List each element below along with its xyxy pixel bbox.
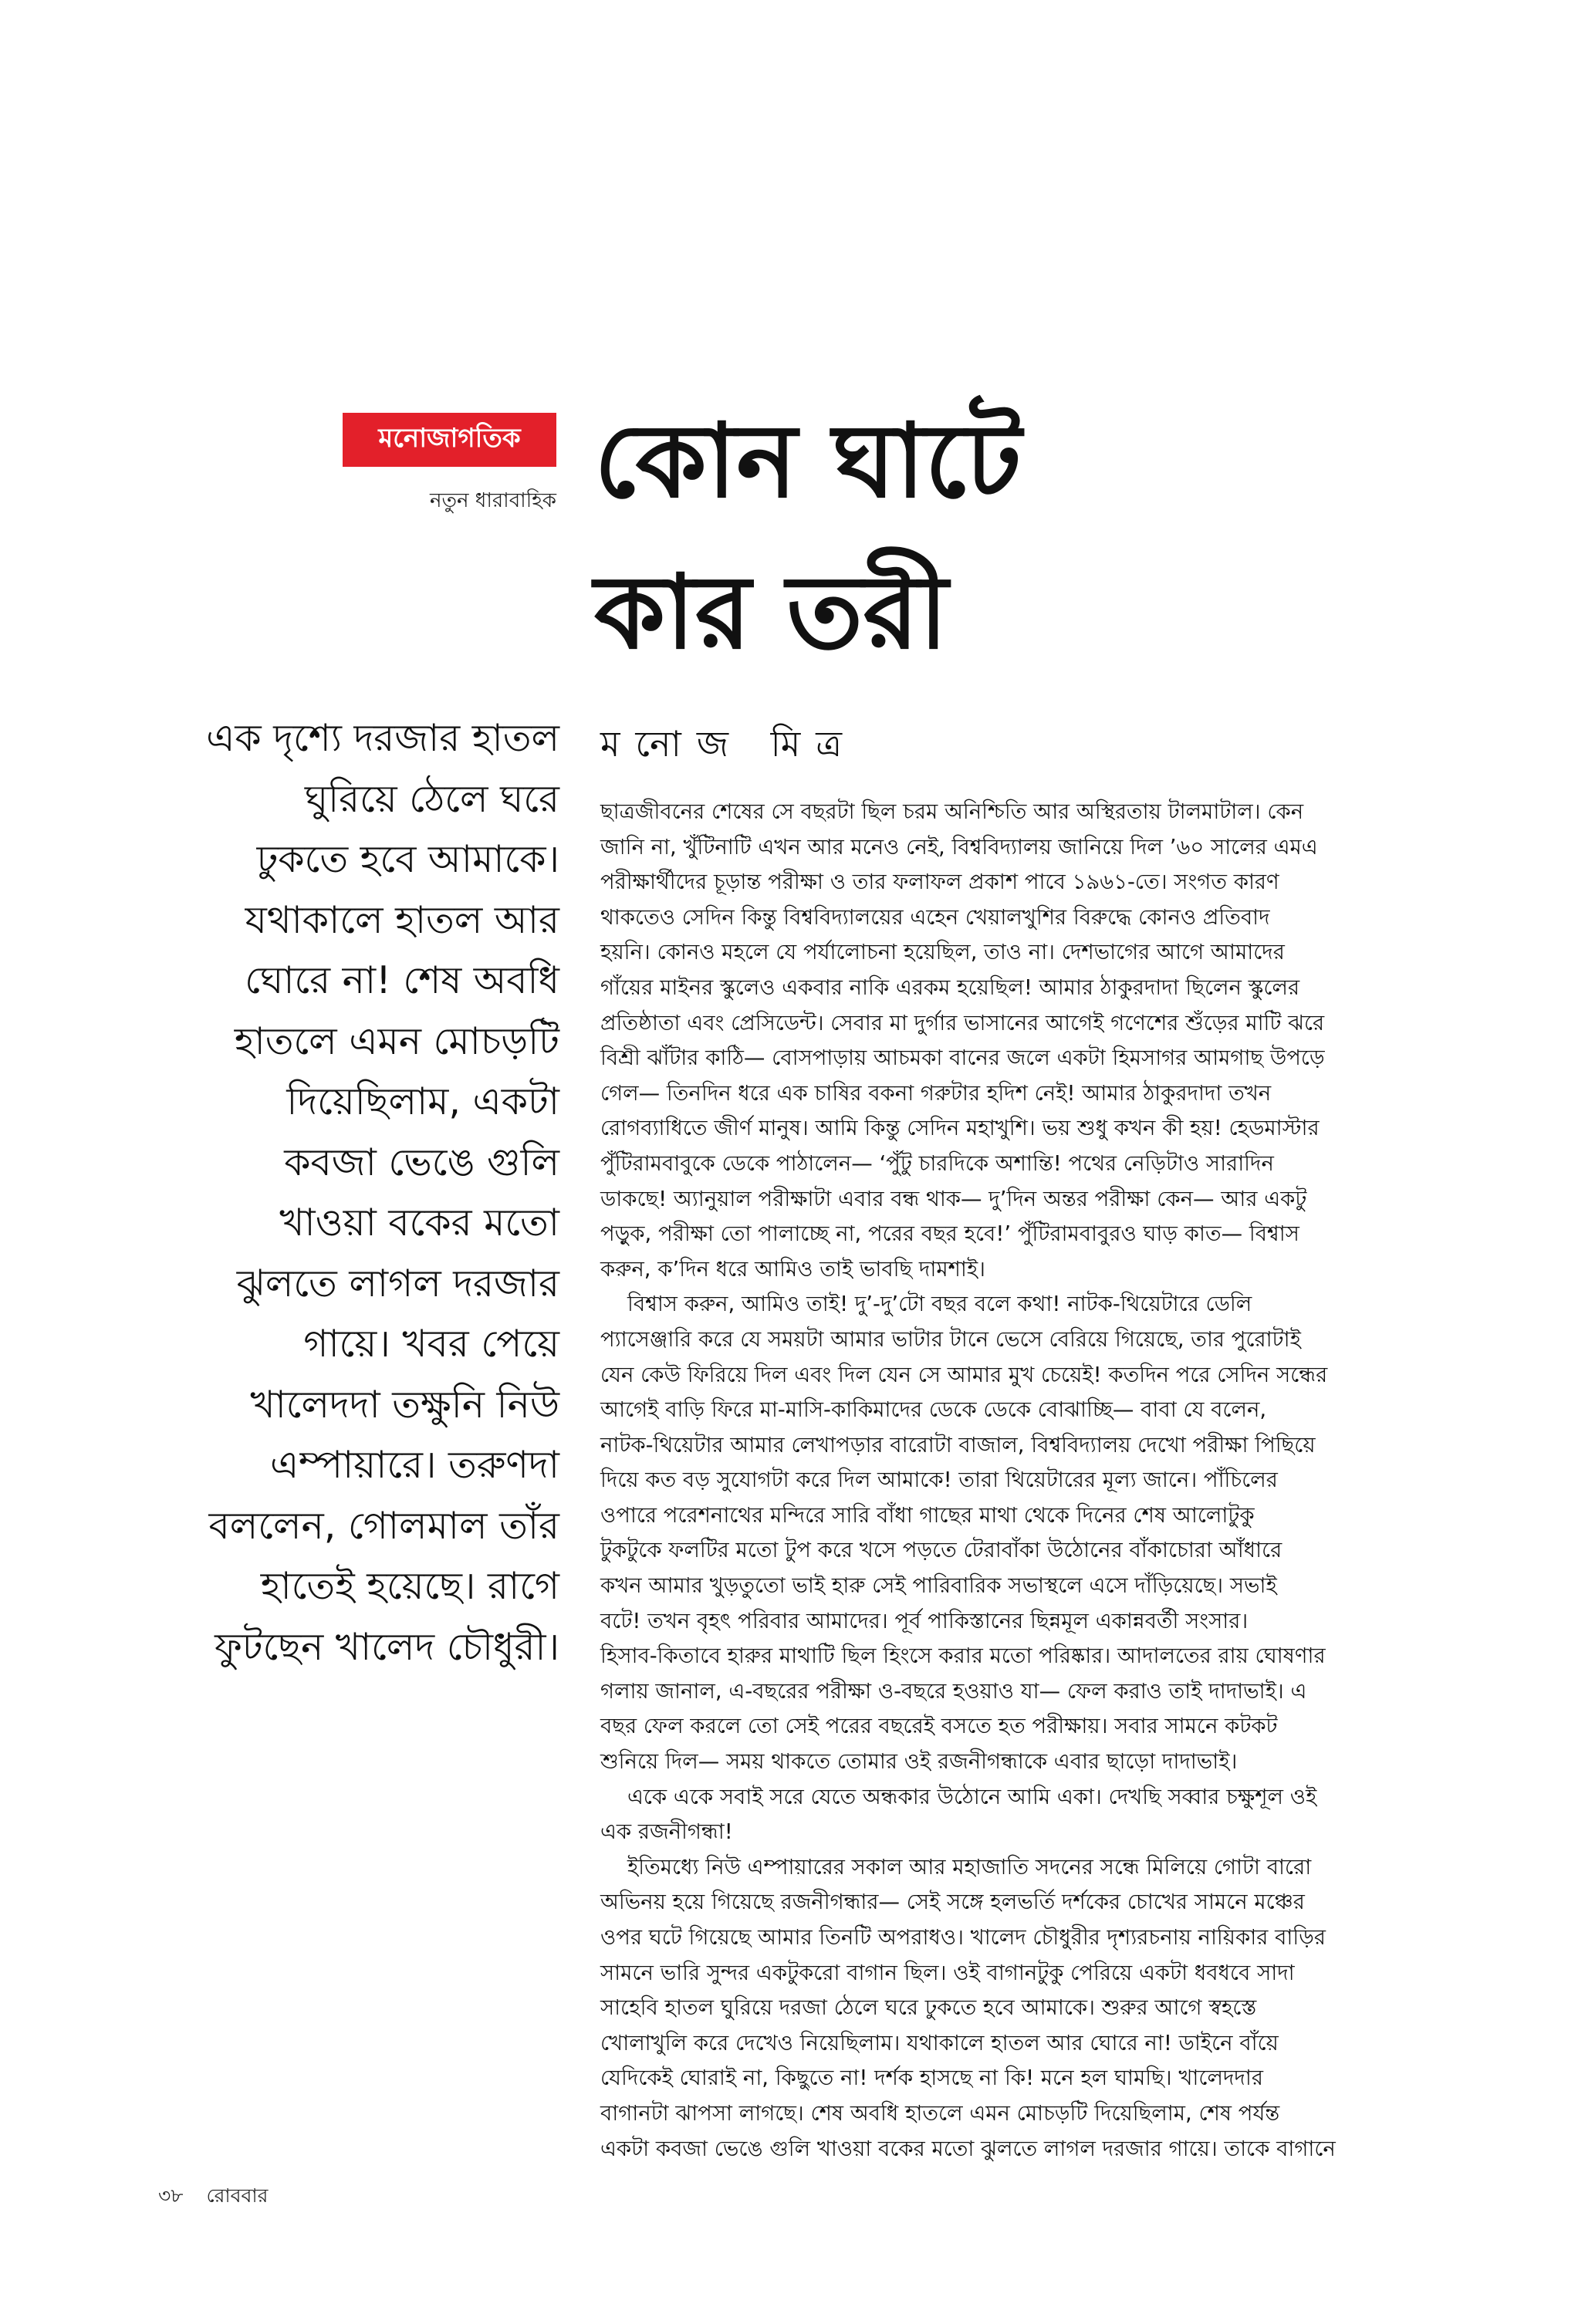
pull-quote-line: যথাকালে হাতল আর — [245, 897, 559, 942]
body-line: পরীক্ষার্থীদের চূড়ান্ত পরীক্ষা ও তার ফলাফল প্রকাশ পাবে ১৯৬১-তে। সংগত কারণ — [600, 870, 1279, 895]
body-line: আগেই বাড়ি ফিরে মা-মাসি-কাকিমাদের ডেকে ডেকে বোঝাচ্ছি— বাবা যে বলেন, — [600, 1397, 1267, 1423]
body-line: সামনে ভারি সুন্দর একটুকরো বাগান ছিল। ওই বাগানটুকু পেরিয়ে একটা ধবধবে সাদা — [600, 1960, 1295, 1985]
pull-quote-line: হাতেই হয়েছে। রাগে — [260, 1564, 559, 1608]
body-line: হয়নি। কোনও মহলে যে পর্যালোচনা হয়েছিল, তাও না। দেশভাগের আগে আমাদের — [600, 940, 1285, 965]
body-line: এক রজনীগন্ধা! — [600, 1819, 733, 1845]
pull-quote-line: দিয়েছিলাম, একটা — [286, 1079, 559, 1123]
pull-quote-line: কবজা ভেঙে গুলি — [284, 1140, 559, 1184]
body-line: বিশ্রী ঝাঁটার কাঠি— বোসপাড়ায় আচমকা বানের জলে একটা হিমসাগর আমগাছ উপড়ে — [600, 1045, 1325, 1071]
body-line: গেল— তিনদিন ধরে এক চাষির বকনা গরুটার হদিশ নেই! আমার ঠাকুরদাদা তখন — [600, 1080, 1272, 1106]
title-line-2: কার তরী — [594, 553, 948, 672]
article-body — [600, 795, 1445, 2167]
body-line: বছর ফেল করলে তো সেই পরের বছরেই বসতে হত পরীক্ষায়। সবার সামনে কটকট — [600, 1714, 1278, 1739]
pull-quote-line: হাতলে এমন মোচড়টি — [234, 1018, 559, 1063]
pull-quote-line: ঢুকতে হবে আমাকে। — [256, 837, 559, 881]
body-line: যেদিকেই ঘোরাই না, কিছুতে না! দর্শক হাসছে না কি! মনে হল ঘামছি। খালেদদার — [600, 2066, 1263, 2091]
section-label-badge — [343, 413, 556, 467]
body-line: টুকটুকে ফলটির মতো টুপ করে খসে পড়তে টেরাবাঁকা উঠোনের বাঁকাচোরা আঁধারে — [600, 1538, 1282, 1563]
body-line: পুঁটিরামবাবুকে ডেকে পাঠালেন— ‘পুঁটু চারদিকে অশান্তি! পথের নেড়িটাও সারাদিন — [600, 1150, 1274, 1176]
body-line: ডাকছে! অ্যানুয়াল পরীক্ষাটা এবার বন্ধ থাক— দু’দিন অন্তর পরীক্ষা কেন— আর একটু — [600, 1186, 1307, 1211]
body-line: ওপর ঘটে গিয়েছে আমার তিনটি অপরাধও। খালেদ চৌধুরীর দৃশ্যরচনায় নায়িকার বাড়ির — [600, 1925, 1326, 1950]
pull-quote-line: ঘুরিয়ে ঠেলে ঘরে — [304, 776, 559, 821]
body-line: হিসাব-কিতাবে হারুর মাথাটি ছিল হিংসে করার মতো পরিষ্কার। আদালতের রায় ঘোষণার — [600, 1643, 1326, 1669]
body-line: খোলাখুলি করে দেখেও নিয়েছিলাম। যথাকালে হাতল আর ঘোরে না! ডাইনে বাঁয়ে — [600, 2030, 1279, 2055]
body-line: যেন কেউ ফিরিয়ে দিল এবং দিল যেন সে আমার মুখ চেয়েই! কতদিন পরে সেদিন সন্ধের — [600, 1362, 1328, 1387]
page-footer — [158, 2180, 285, 2214]
pull-quote-line: ঝুলতে লাগল দরজার — [236, 1261, 559, 1306]
body-line: ইতিমধ্যে নিউ এম্পায়ারের সকাল আর মহাজাতি সদনের সন্ধে মিলিয়ে গোটা বারো — [600, 1854, 1312, 1880]
body-line: বিশ্বাস করুন, আমিও তাই! দু’-দু’টো বছর বলে কথা! নাটক-থিয়েটারে ডেলি — [600, 1292, 1252, 1317]
body-line: দিয়ে কত বড় সুযোগটা করে দিল আমাকে! তারা থিয়েটারের মূল্য জানে। পাঁচিলের — [600, 1468, 1278, 1493]
body-line: শুনিয়ে দিল— সময় থাকতে তোমার ওই রজনীগন্ধাকে এবার ছাড়ো দাদাভাই। — [600, 1749, 1238, 1775]
pull-quote-line: এক দৃশ্যে দরজার হাতল — [206, 716, 559, 760]
series-label: নতুন ধারাবাহিক — [429, 489, 556, 512]
pull-quote — [131, 708, 559, 1677]
body-line: বটে! তখন বৃহৎ পরিবার আমাদের। পূর্ব পাকিস্তানের ছিন্নমূল একান্নবর্তী সংসার। — [600, 1608, 1249, 1633]
body-line: কখন আমার খুড়তুতো ভাই হারু সেই পারিবারিক সভাস্থলে এসে দাঁড়িয়েছে। সভাই — [600, 1573, 1277, 1599]
body-line: ছাত্রজীবনের শেষের সে বছরটা ছিল চরম অনিশ্চিতি আর অস্থিরতায় টালমাটাল। কেন — [600, 799, 1304, 824]
body-line: প্রতিষ্ঠাতা এবং প্রেসিডেন্ট। সেবার মা দুর্গার ভাসানের আগেই গণেশের শুঁড়ের মাটি ঝরে — [600, 1010, 1325, 1035]
pull-quote-line: বললেন, গোলমাল তাঁর — [208, 1503, 559, 1548]
body-line: একটা কবজা ভেঙে গুলি খাওয়া বকের মতো ঝুলতে লাগল দরজার গায়ে। তাকে বাগানে — [600, 2136, 1336, 2161]
body-line: ওপারে পরেশনাথের মন্দিরে সারি বাঁধা গাছের মাথা থেকে দিনের শেষ আলোটুকু — [600, 1502, 1255, 1528]
body-line: রোগব্যাধিতে জীর্ণ মানুষ। আমি কিন্তু সেদিন মহাখুশি। ভয় শুধু কখন কী হয়! হেডমাস্টার — [600, 1116, 1320, 1141]
pull-quote-line: গায়ে। খবর পেয়ে — [303, 1322, 559, 1366]
pull-quote-line: খালেদদা তক্ষুনি নিউ — [250, 1382, 559, 1427]
body-line: পড়ুক, পরীক্ষা তো পালাচ্ছে না, পরের বছর হবে!’ পুঁটিরামবাবুরও ঘাড় কাত— বিশ্বাস — [600, 1221, 1299, 1247]
body-line: সাহেবি হাতল ঘুরিয়ে দরজা ঠেলে ঘরে ঢুকতে হবে আমাকে। শুরুর আগে স্বহস্তে — [600, 1995, 1257, 2021]
pull-quote-line: ফুটছেন খালেদ চৌধুরী। — [215, 1624, 559, 1669]
pull-quote-line: ঘোরে না! শেষ অবধি — [245, 958, 559, 1002]
body-line: জানি না, খুঁটিনাটি এখন আর মনেও নেই, বিশ্ববিদ্যালয় জানিয়ে দিল ’৬০ সালের এমএ — [600, 834, 1318, 860]
body-line: করুন, ক’দিন ধরে আমিও তাই ভাবছি দামশাই। — [600, 1256, 985, 1282]
article-title — [594, 386, 1366, 688]
body-line: গাঁয়ের মাইনর স্কুলেও একবার নাকি এরকম হয়েছিল! আমার ঠাকুরদাদা ছিলেন স্কুলের — [600, 975, 1300, 1000]
page-number: ৩৮ — [158, 2184, 184, 2207]
title-line-1: কোন ঘাটে — [594, 402, 1022, 521]
body-line: বাগানটা ঝাপসা লাগছে। শেষ অবধি হাতলে এমন মোচড়টি দিয়েছিলাম, শেষ পর্যন্ত — [600, 2100, 1280, 2126]
body-line: গলায় জানাল, এ-বছরের পরীক্ষা ও-বছরে হওয়াও যা— ফেল করাও তাই দাদাভাই। এ — [600, 1678, 1307, 1704]
body-line: থাকতেও সেদিন কিন্তু বিশ্ববিদ্যালয়ের এহেন খেয়ালখুশির বিরুদ্ধে কোনও প্রতিবাদ — [600, 904, 1270, 930]
body-line: একে একে সবাই সরে যেতে অন্ধকার উঠোনে আমি একা। দেখছি সব্বার চক্ষুশূল ওই — [600, 1784, 1317, 1809]
body-line: অভিনয় হয়ে গিয়েছে রজনীগন্ধার— সেই সঙ্গে হলভর্তি দর্শকের চোখের সামনে মঞ্চের — [600, 1890, 1305, 1915]
author-byline: মনোজ মিত্র — [600, 723, 858, 765]
body-line: নাটক-থিয়েটার আমার লেখাপড়ার বারোটা বাজাল, বিশ্ববিদ্যালয় দেখো পরীক্ষা পিছিয়ে — [600, 1432, 1316, 1458]
magazine-name: রোববার — [206, 2184, 269, 2207]
section-label: মনোজাগতিক — [378, 422, 521, 454]
pull-quote-line: এম্পায়ারে। তরুণদা — [269, 1443, 559, 1487]
body-line: প্যাসেঞ্জারি করে যে সময়টা আমার ভাটার টানে ভেসে বেরিয়ে গিয়েছে, তার পুরোটাই — [600, 1326, 1301, 1352]
pull-quote-line: খাওয়া বকের মতো — [279, 1201, 559, 1245]
